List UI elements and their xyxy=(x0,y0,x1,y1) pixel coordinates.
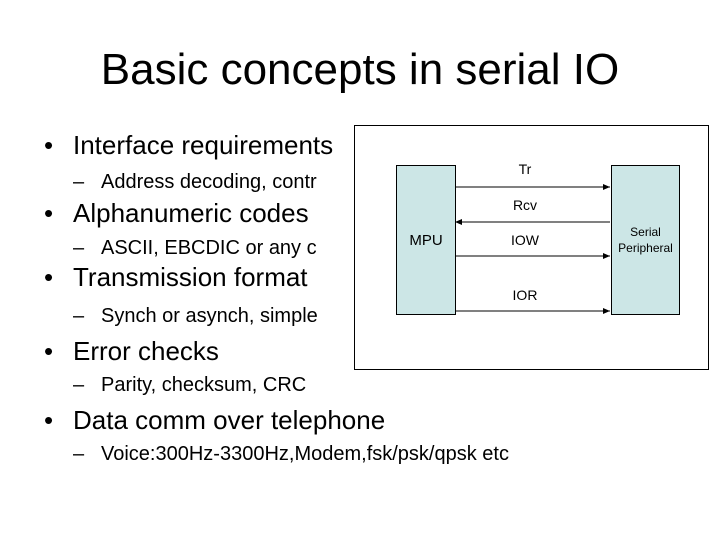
sub-dash: – xyxy=(73,374,85,396)
peripheral-label-line2: Peripheral xyxy=(618,241,673,255)
bullet-dot: • xyxy=(44,262,54,292)
bullet-dot: • xyxy=(44,405,54,435)
signal-label-iow: IOW xyxy=(511,232,539,248)
signal-label-tr: Tr xyxy=(518,161,532,177)
signal-label-ior: IOR xyxy=(512,287,538,303)
bullet-dot: • xyxy=(44,336,54,366)
mpu-label: MPU xyxy=(409,232,443,249)
sub-text: ASCII, EBCDIC or any c xyxy=(101,237,317,259)
sub-text: Address decoding, contr xyxy=(101,171,317,193)
signal-label-rcv: Rcv xyxy=(512,197,538,213)
bullet-dot: • xyxy=(44,198,54,228)
sub-dash: – xyxy=(73,443,85,465)
bullet-text: Alphanumeric codes xyxy=(73,198,309,228)
bullet-text: Data comm over telephone xyxy=(73,405,386,435)
bullet-dot: • xyxy=(44,130,54,160)
bullet-text: Transmission format xyxy=(73,262,308,292)
sub-text: Parity, checksum, CRC xyxy=(101,374,307,396)
bullet-text: Interface requirements xyxy=(73,130,334,160)
slide-title: Basic concepts in serial IO xyxy=(100,45,620,94)
sub-text: Synch or asynch, simple xyxy=(101,305,318,327)
mpu-block xyxy=(396,165,456,315)
sub-dash: – xyxy=(73,171,85,193)
sub-text: Voice:300Hz-3300Hz,Modem,fsk/psk/qpsk etc xyxy=(101,443,509,465)
sub-dash: – xyxy=(73,305,85,327)
sub-dash: – xyxy=(73,237,85,259)
serial-peripheral-block xyxy=(611,165,680,315)
bullet-text: Error checks xyxy=(73,336,219,366)
peripheral-label-line1: Serial xyxy=(630,225,661,239)
